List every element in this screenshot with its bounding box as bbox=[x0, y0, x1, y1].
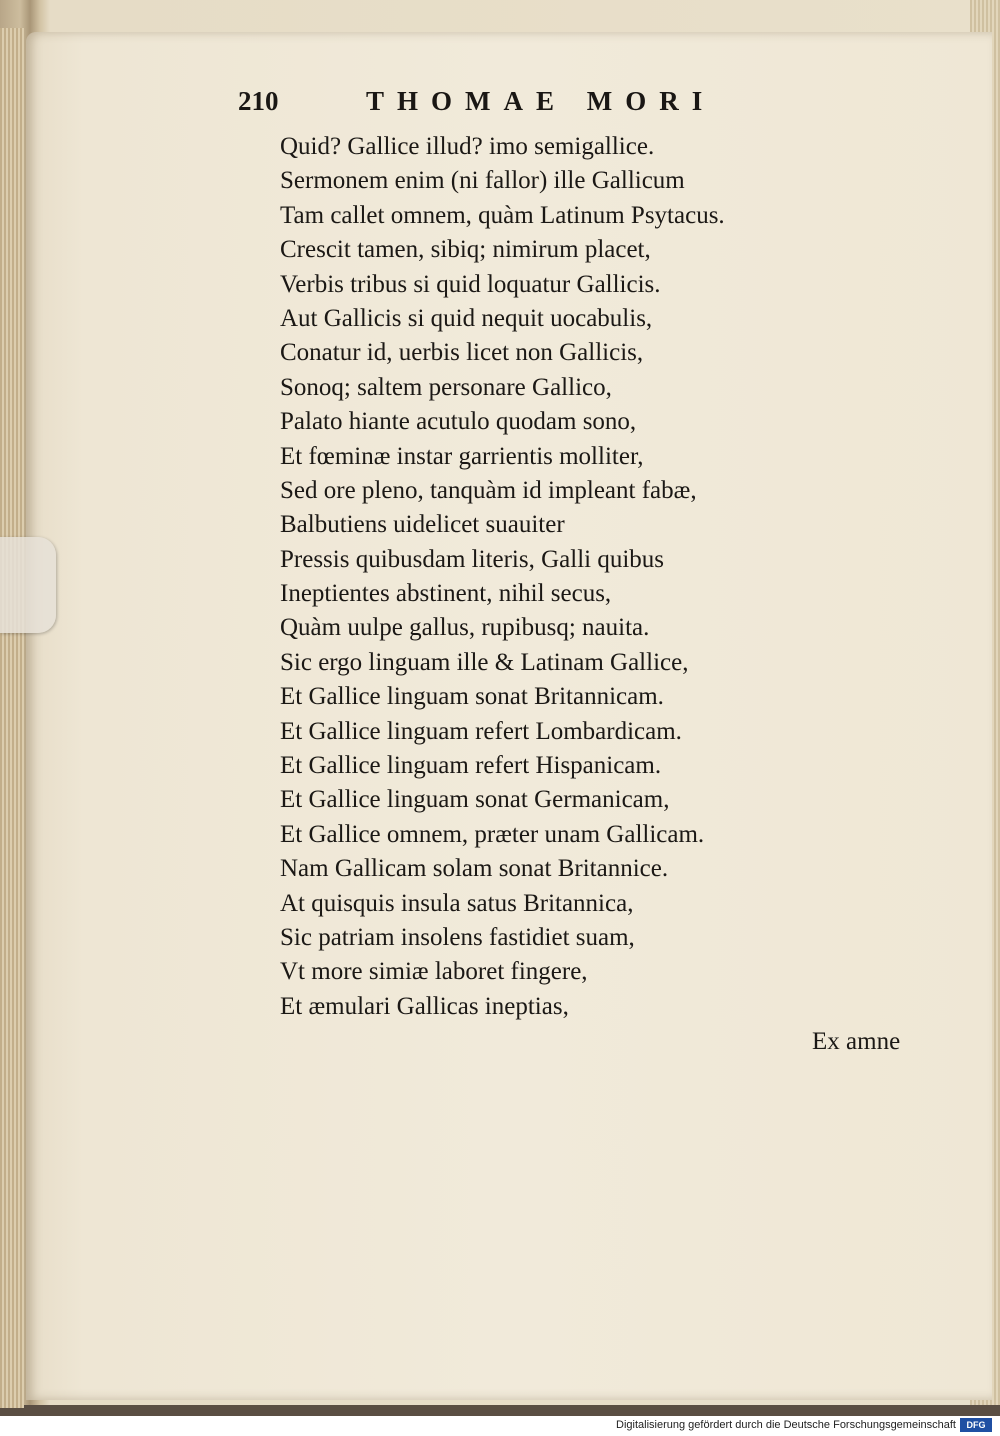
verse-line: Et æmulari Gallicas ineptias, bbox=[280, 992, 569, 1020]
verse-line: Sermonem enim (ni fallor) ille Gallicum bbox=[280, 167, 685, 195]
running-header bbox=[238, 86, 768, 122]
verse-line: Verbis tribus si quid loquatur Gallicis. bbox=[280, 270, 661, 298]
verse-line: Balbutiens uidelicet suauiter bbox=[280, 511, 565, 539]
verse-line: Palato hiante acutulo quodam sono, bbox=[280, 408, 637, 436]
verse-line: Et Gallice linguam refert Lombardicam. bbox=[280, 717, 682, 745]
verse-line: Et Gallice linguam sonat Germanicam, bbox=[280, 786, 670, 814]
verse-line: At quisquis insula satus Britannica, bbox=[280, 889, 634, 917]
verse-line: Sonoq; saltem personare Gallico, bbox=[280, 373, 612, 401]
left-page-edges bbox=[0, 28, 24, 1408]
page-number: 210 bbox=[238, 86, 279, 116]
verse-line: Et Gallice omnem, præter unam Gallicam. bbox=[280, 820, 705, 848]
verse-line: Et fœminæ instar garrientis molliter, bbox=[280, 442, 644, 470]
dfg-logo: DFG bbox=[960, 1418, 992, 1432]
footer-bar bbox=[0, 1416, 1000, 1436]
verse-line: Conatur id, uerbis licet non Gallicis, bbox=[280, 339, 644, 367]
funding-note: Digitalisierung gefördert durch die Deutsche Forschungsgemeinschaft bbox=[616, 1419, 956, 1431]
verse-line: Et Gallice linguam refert Hispanicam. bbox=[280, 752, 662, 780]
verse-line: Quàm uulpe gallus, rupibusq; nauita. bbox=[280, 614, 650, 642]
verse-line: Sic patriam insolens fastidiet suam, bbox=[280, 923, 635, 951]
verse-line: Pressis quibusdam literis, Galli quibus bbox=[280, 545, 665, 573]
verse-line: Sic ergo linguam ille & Latinam Gallice, bbox=[280, 648, 689, 676]
verse-line: Quid? Gallice illud? imo semigallice. bbox=[280, 133, 655, 160]
verse-line: Sed ore pleno, tanquàm id impleant fabæ, bbox=[280, 476, 697, 504]
verse-line: Vt more simiæ laboret fingere, bbox=[280, 958, 588, 986]
verse-line: Ineptientes abstinent, nihil secus, bbox=[280, 580, 612, 608]
verse-line: Aut Gallicis si quid nequit uocabulis, bbox=[280, 304, 653, 332]
verse-block bbox=[280, 130, 840, 1024]
bookmark-tab bbox=[0, 537, 56, 633]
verse-line: Crescit tamen, sibiq; nimirum placet, bbox=[280, 236, 651, 264]
catchword: Ex amne bbox=[812, 1028, 901, 1055]
verse-line: Et Gallice linguam sonat Britannicam. bbox=[280, 683, 664, 711]
running-title: THOMAE MORI bbox=[366, 86, 716, 116]
verse-line: Tam callet omnem, quàm Latinum Psytacus. bbox=[280, 201, 725, 229]
verse-line: Nam Gallicam solam sonat Britannice. bbox=[280, 855, 669, 883]
